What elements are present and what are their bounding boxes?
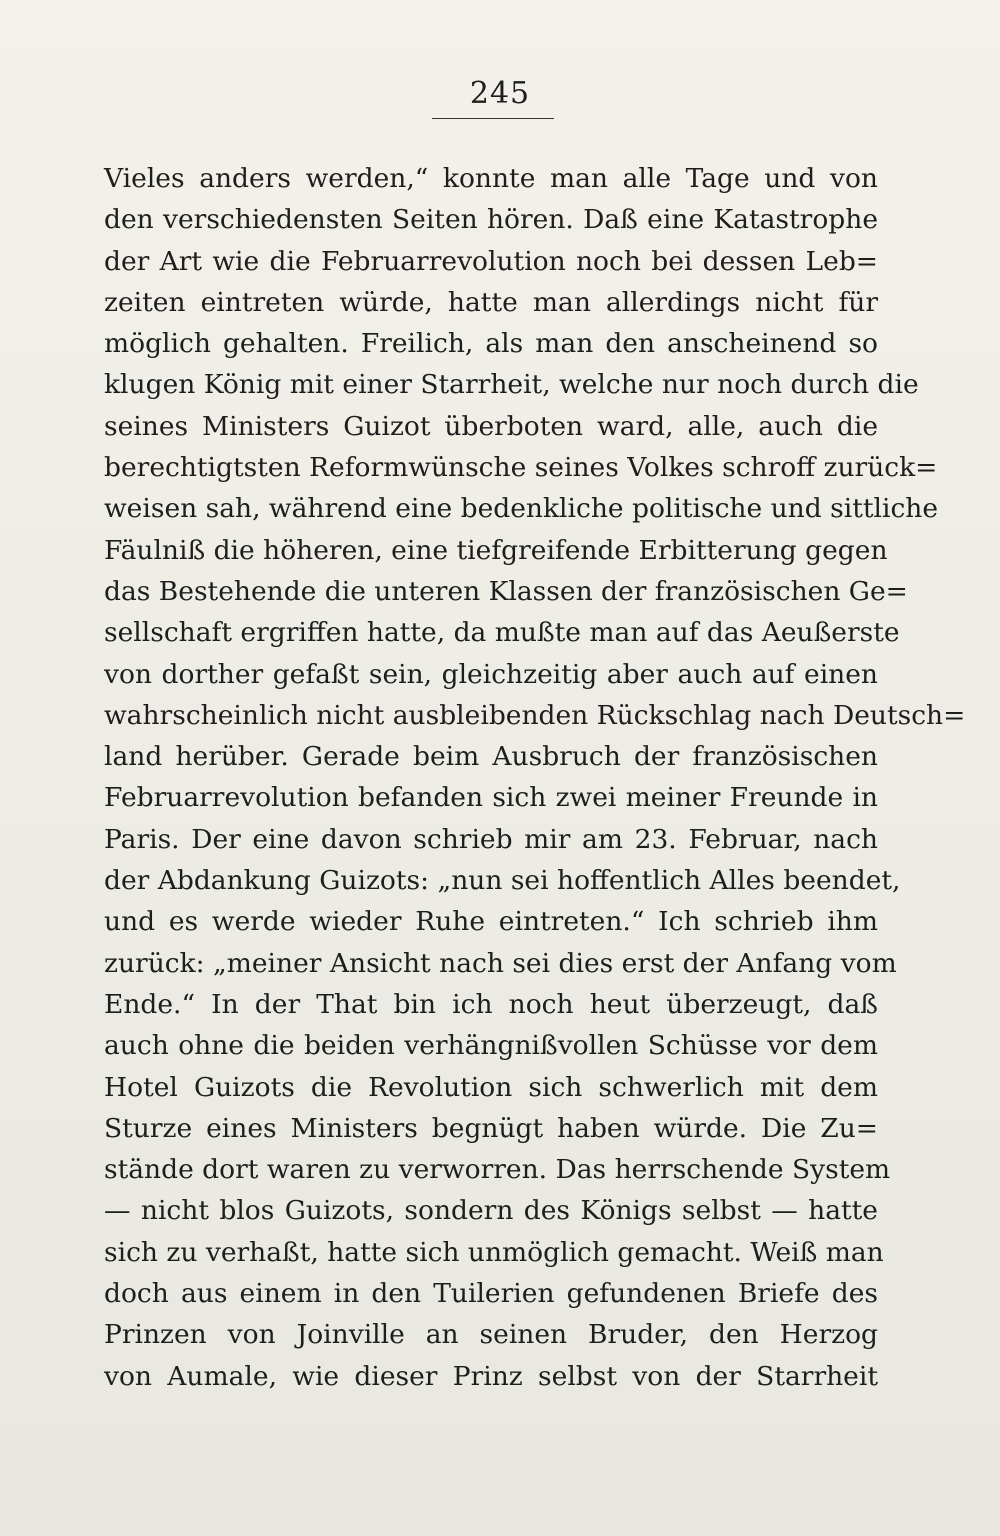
- text-line: und es werde wieder Ruhe eintreten.“ Ich schrieb ihm: [104, 906, 878, 938]
- text-line: den verschiedensten Seiten hören. Daß eine Katastrophe: [104, 204, 878, 236]
- text-line: Vieles anders werden,“ konnte man alle Tage und von: [104, 163, 878, 194]
- text-line: Februarrevolution befanden sich zwei meiner Freunde in: [104, 782, 878, 814]
- text-line: von dorther gefaßt sein, gleichzeitig aber auch auf einen: [104, 658, 878, 690]
- text-line: der Art wie die Februarrevolution noch bei dessen Leb=: [104, 245, 878, 277]
- text-line: zeiten eintreten würde, hatte man allerdings nicht für: [104, 286, 878, 318]
- text-line: der Abdankung Guizots: „nun sei hoffentlich Alles beendet,: [104, 865, 901, 897]
- text-line: stände dort waren zu verworren. Das herrschende System: [104, 1154, 891, 1186]
- text-line: berechtigtsten Reformwünsche seines Volkes schroff zurück=: [104, 452, 938, 484]
- text-line: klugen König mit einer Starrheit, welche nur noch durch die: [104, 369, 919, 401]
- text-line: auch ohne die beiden verhängnißvollen Schüsse vor dem: [104, 1030, 878, 1062]
- header-rule: [432, 118, 554, 119]
- text-line: Prinzen von Joinville an seinen Bruder, den Herzog: [104, 1319, 878, 1351]
- text-line: seines Ministers Guizot überboten ward, alle, auch die: [104, 410, 878, 442]
- text-line: Hotel Guizots die Revolution sich schwerlich mit dem: [104, 1071, 878, 1103]
- text-line: Fäulniß die höheren, eine tiefgreifende Erbitterung gegen: [104, 534, 888, 566]
- text-line: Sturze eines Ministers begnügt haben würde. Die Zu=: [104, 1112, 878, 1144]
- page-number: 245: [469, 76, 531, 111]
- text-line: Paris. Der eine davon schrieb mir am 23. Februar, nach: [104, 823, 878, 855]
- text-line: von Aumale, wie dieser Prinz selbst von der Starrheit: [104, 1360, 878, 1392]
- text-line: land herüber. Gerade beim Ausbruch der französischen: [104, 741, 878, 773]
- text-line: sellschaft ergriffen hatte, da mußte man auf das Aeußerste: [104, 617, 900, 649]
- text-line: das Bestehende die unteren Klassen der französischen Ge=: [104, 575, 908, 607]
- text-line: doch aus einem in den Tuilerien gefundenen Briefe des: [104, 1278, 878, 1310]
- body-text: [104, 158, 966, 1397]
- text-line: möglich gehalten. Freilich, als man den anscheinend so: [104, 328, 878, 360]
- text-line: wahrscheinlich nicht ausbleibenden Rückschlag nach Deutsch=: [104, 699, 966, 731]
- text-line: — nicht blos Guizots, sondern des Königs selbst — hatte: [104, 1195, 878, 1227]
- text-line: sich zu verhaßt, hatte sich unmöglich gemacht. Weiß man: [104, 1236, 884, 1268]
- text-line: Ende.“ In der That bin ich noch heut überzeugt, daß: [104, 988, 878, 1020]
- text-line: zurück: „meiner Ansicht nach sei dies erst der Anfang vom: [104, 947, 897, 979]
- text-line: weisen sah, während eine bedenkliche politische und sittliche: [104, 493, 939, 525]
